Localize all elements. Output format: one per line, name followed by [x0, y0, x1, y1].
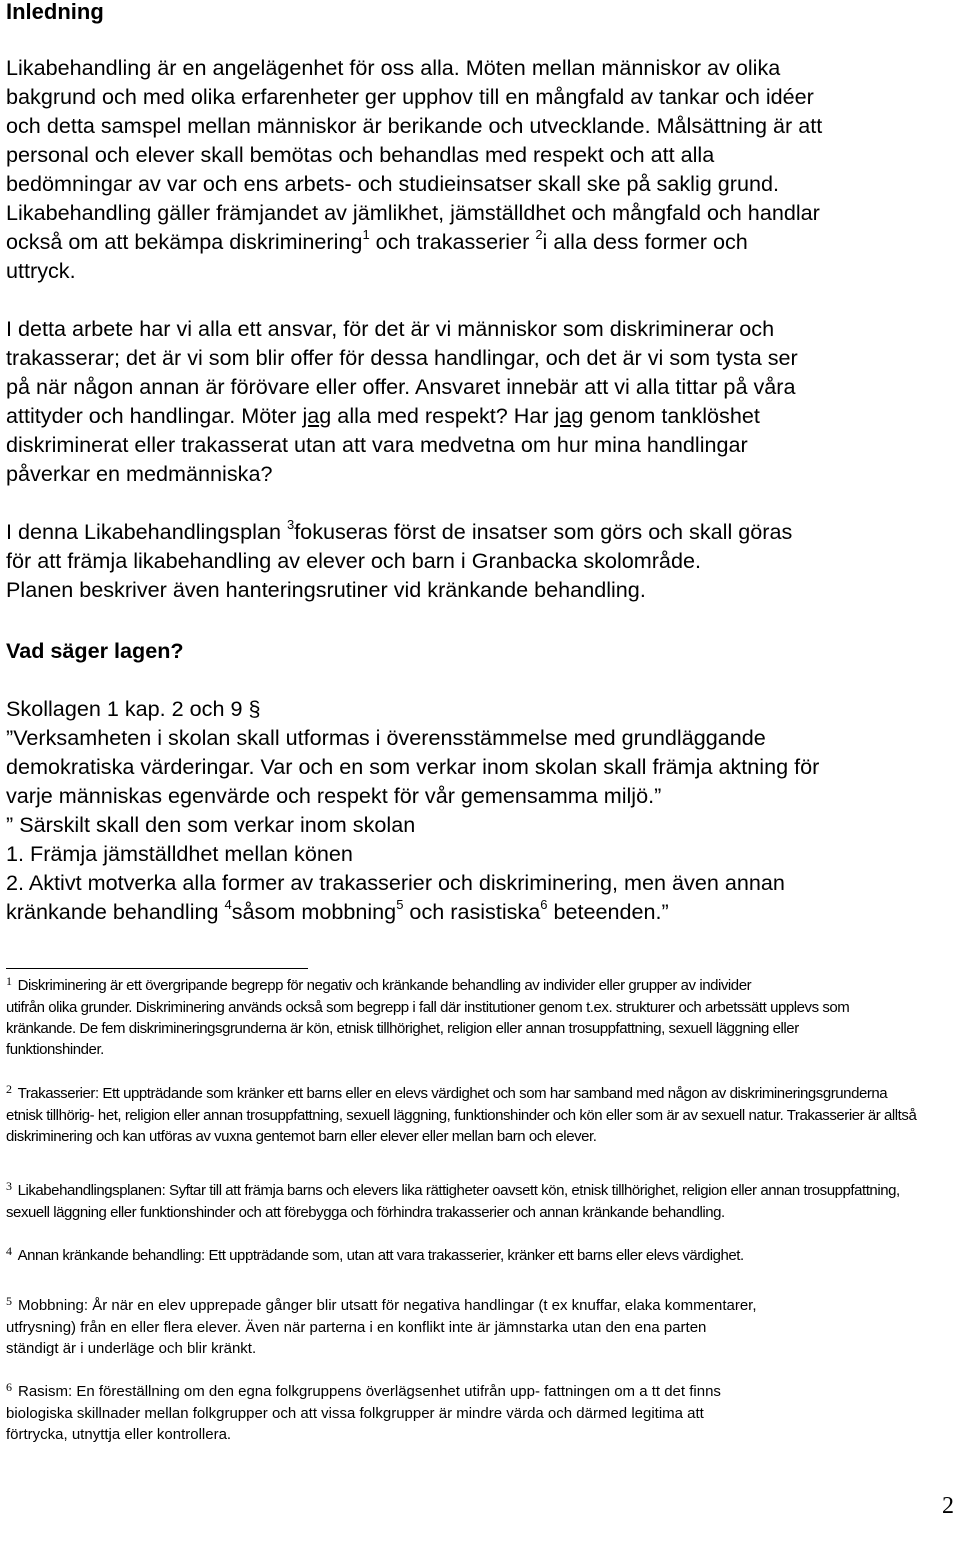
footnote-2: $^2$ Trakasserier: Ett uppträdande som kränker ett barns eller en elevs värdighet och som har samband med någon av diskrimineringsgrunderna etnisk tillhörig- het, religion eller annan trosuppfattning, sexuell läggning, funktionshinder och kön eller som är av sexuell natur. Trakasserier är alltså diskriminering och kan utföras av vuxna gentemot barn eller elever eller mellan barn och elever.: [6, 1082, 917, 1145]
law-quote: Skollagen 1 kap. 2 och 9 § ”Verksamheten i skolan skall utformas i överensstämmelse med grundläggande demokratiska värderingar. Var och en som verkar inom skolan skall främja aktning för varje människas egenvärde och respekt för vår gemensamma miljö.” ” Särskilt skall den som verkar inom skolan 1. Främja jämställdhet mellan könen 2. Aktivt motverka alla former av trakasserier och diskriminering, men även annan kränkande behandling $^4$såsom mobbning$^5$ och rasistiska$^6$ beteenden.”: [6, 696, 820, 924]
footnote-6: $^6$ Rasism: En föreställning om den egna folkgruppens överlägsenhet utifrån upp- fattningen om a tt det finns biologiska skillnader mellan folkgrupper och att vissa folkgrupper är mindre värda och därmed legitima att förtrycka, utnyttja eller kontrollera.: [6, 1380, 721, 1443]
section-heading: Inledning: [6, 0, 104, 24]
responsibility-paragraph: I detta arbete har vi alla ett ansvar, för det är vi människor som diskriminerar och trakasserar; det är vi som blir offer för dessa handlingar, och det är vi som tysta ser på när någon annan är förövare eller offer. Ansvaret innebär att vi alla tittar på våra attityder och handlingar. Möter jag alla med respekt? Har jag genom tanklöshet diskriminerat eller trakasserat utan att vara medvetna om hur mina handlingar påverkar en medmänniska?: [6, 316, 798, 486]
footnote-ref-4: 4: [224, 896, 232, 912]
footnote-ref-1: 1: [362, 226, 370, 242]
footnote-separator: [6, 968, 308, 969]
plan-paragraph: I denna Likabehandlingsplan $^3$fokuseras först de insatser som görs och skall göras för att främja likabehandling av elever och barn i Granbacka skolområde. Planen beskriver även hanteringsrutiner vid kränkande behandling.: [6, 516, 793, 602]
footnote-1: $^1$ Diskriminering är ett övergripande begrepp för negativ och kränkande behandling av individer eller grupper av individer utifrån olika grunder. Diskriminering används också som begrepp i fall där institutioner genom t.ex. strukturer och arbetssätt upplevs som kränkande. De fem diskrimineringsgrunderna är kön, etnisk tillhörighet, religion eller annan trosuppfattning, sexuell läggning eller funktionshinder.: [6, 974, 850, 1058]
footnote-ref-2: 2: [535, 226, 543, 242]
page-number: 2: [942, 1493, 954, 1519]
footnote-3: $^3$ Likabehandlingsplanen: Syftar till att främja barns och elevers lika rättigheter oavsett kön, etnisk tillhörighet, religion eller annan trosuppfattning, sexuell läggning eller funktionshinder och att förebygga och förhindra trakasserier och annan kränkande behandling.: [6, 1179, 900, 1221]
footnote-5: $^5$ Mobbning: År när en elev upprepade gånger blir utsatt för negativa handlingar (t ex knuffar, elaka kommentarer, utfrysning) från en eller flera elever. Även när parterna i en konflikt inte är jämnstarka utan den ena parten ständigt är i underläge och blir kränkt.: [6, 1294, 757, 1357]
footnote-ref-6: 6: [540, 896, 548, 912]
underlined-word: jag: [554, 403, 584, 428]
footnote-4: $^4$ Annan kränkande behandling: Ett uppträdande som, utan att vara trakasserier, kränker ett barns eller elevs värdighet.: [6, 1244, 744, 1264]
footnote-ref-3: 3: [286, 516, 295, 532]
law-heading: Vad säger lagen?: [6, 638, 184, 663]
footnote-ref-5: 5: [396, 896, 404, 912]
underlined-word: jag: [302, 403, 332, 428]
intro-paragraph: Likabehandling är en angelägenhet för oss alla. Möten mellan människor av olika bakgrund och med olika erfarenheter ger upphov till en mångfald av tankar och idéer och detta samspel mellan människor är berikande och utvecklande. Målsättning är att personal och elever skall bemötas och behandlas med respekt och att alla bedömningar av var och ens arbets- och studieinsatser skall ske på saklig grund. Likabehandling gäller främjandet av jämlikhet, jämställdhet och mångfald och handlar också om att bekämpa diskriminering$^1$ och trakasserier $^2$i alla dess former och uttryck.: [6, 55, 823, 283]
